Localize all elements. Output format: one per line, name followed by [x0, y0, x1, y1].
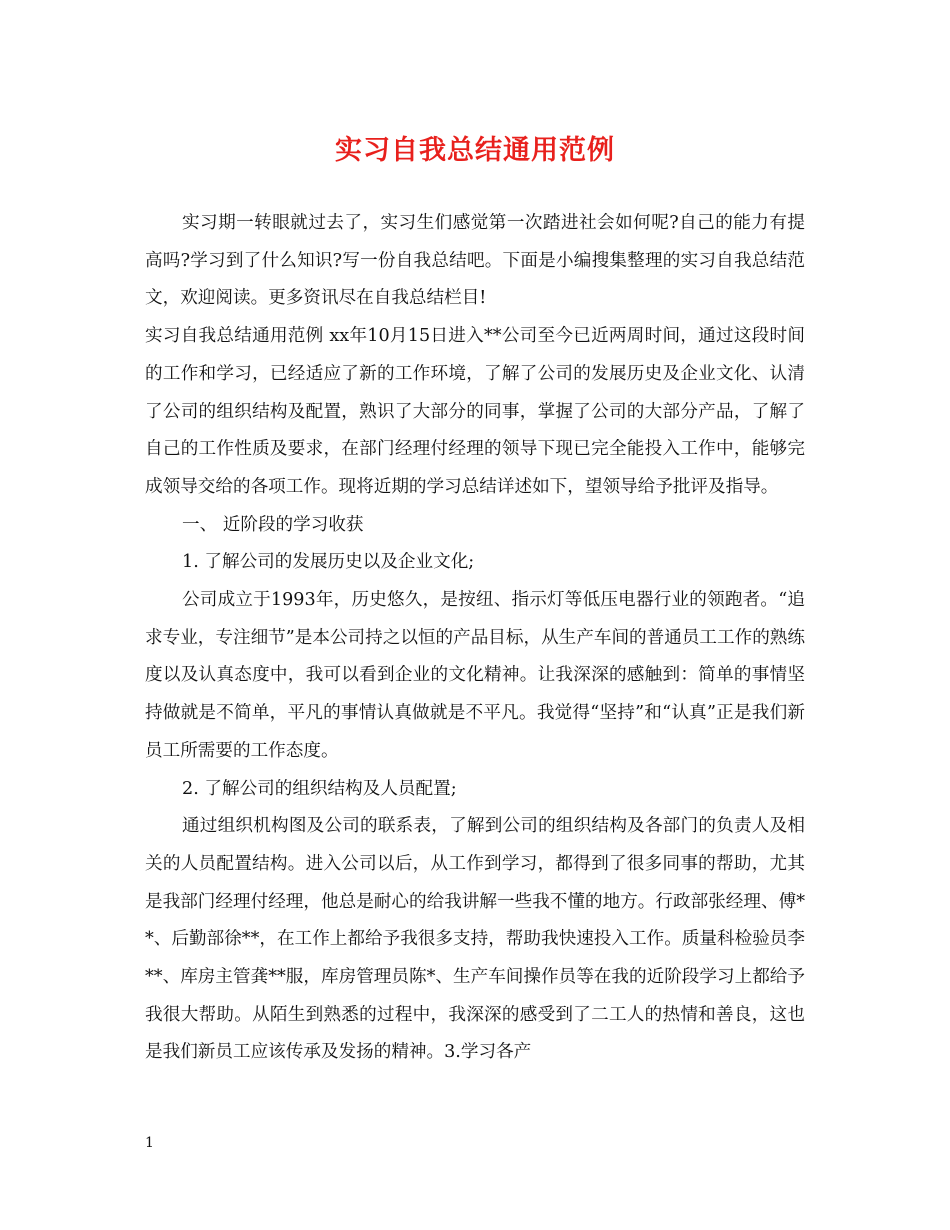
- organization-paragraph: 通过组织机构图及公司的联系表，了解到公司的组织结构及各部门的负责人及相关的人员配置结构。进入公司以后，从工作到学习，都得到了很多同事的帮助，尤其是我部门经理付经理，他总是耐心的给我讲解一些我不懂的地方。行政部张经理、傅**、后勤部徐**，在工作上都给予我很多支持，帮助我快速投入工作。质量科检验员李**、库房主管龚**服，库房管理员陈*、生产车间操作员等在我的近阶段学习上都给予我很大帮助。从陌生到熟悉的过程中，我深深的感受到了二工人的热情和善良，这也是我们新员工应该传承及发扬的精神。3.学习各产: [145, 816, 805, 1063]
- section-heading: 一、 近阶段的学习收获: [182, 514, 364, 535]
- document-body: [145, 205, 805, 1072]
- subheading-1: 1. 了解公司的发展历史以及企业文化;: [182, 552, 475, 573]
- page-number: 1: [145, 1135, 154, 1151]
- summary-paragraph: 实习自我总结通用范例 xx年10月15日进入**公司至今已近两周时间，通过这段时间的工作和学习，已经适应了新的工作环境，了解了公司的发展历史及企业文化、认清了公司的组织结构及配置，熟识了大部分的同事，掌握了公司的大部分产品，了解了自己的工作性质及要求，在部门经理付经理的领导下现已完全能投入工作中，能够完成领导交给的各项工作。现将近期的学习总结详述如下，望领导给予批评及指导。: [145, 326, 805, 497]
- intro-paragraph: 实习期一转眼就过去了，实习生们感觉第一次踏进社会如何呢?自己的能力有提高吗?学习到了什么知识?写一份自我总结吧。下面是小编搜集整理的实习自我总结范文，欢迎阅读。更多资讯尽在自我总结栏目!: [145, 213, 805, 309]
- document-title: 实习自我总结通用范例: [335, 135, 615, 166]
- subheading-2: 2. 了解公司的组织结构及人员配置;: [182, 778, 457, 799]
- company-history-paragraph: 公司成立于1993年，历史悠久，是按纽、指示灯等低压电器行业的领跑者。“追求专业，专注细节”是本公司持之以恒的产品目标，从生产车间的普通员工工作的熟练度以及认真态度中，我可以看到企业的文化精神。让我深深的感触到：简单的事情坚持做就是不简单，平凡的事情认真做就是不平凡。我觉得“坚持”和“认真”正是我们新员工所需要的工作态度。: [145, 590, 805, 761]
